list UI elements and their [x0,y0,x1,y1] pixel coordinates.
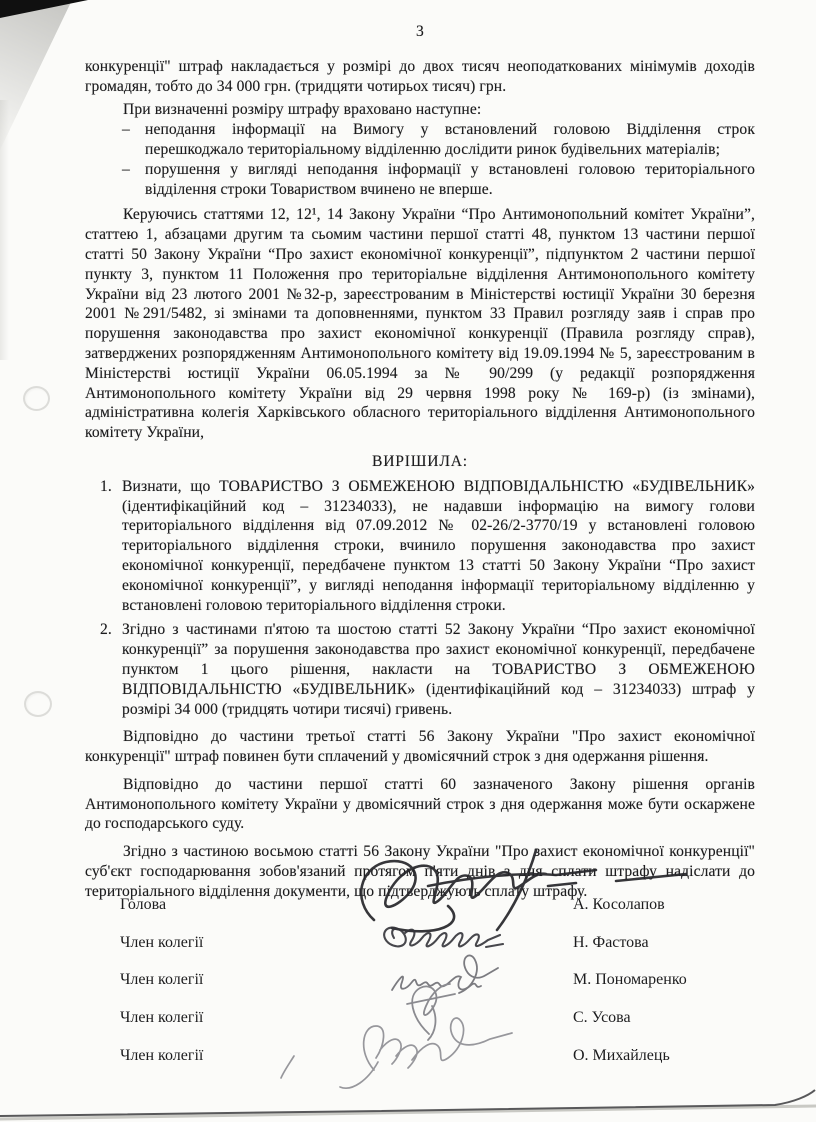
page-bottom-edge [0,1090,816,1119]
signature-row [85,924,755,962]
signature-row [85,886,755,924]
decision-item-2 [100,620,755,719]
scan-edge-shadow [0,0,72,150]
signature-name: А. Косолапов [573,895,665,913]
page-number: 3 [416,23,424,40]
paragraph-proof-of-payment: Згідно з частиною восьмою статті 56 Закону України "Про захист економічної конкуренції" суб'єкт господарювання зобов'язаний протягом п'яти днів з дня сплати штрафу надіслати до територіального відділення документи, що підтверджують сплату штрафу. [85,843,755,900]
paragraph-appeal-right: Відповідно до частини першої статті 60 зазначеного Закону рішення органів Антимонопольного комітету України у двомісячний строк з дня одержання може бути оскаржене до господарського суду. [85,775,755,833]
signature-name: М. Пономаренко [573,971,687,989]
punch-hole-bottom [24,691,52,717]
consideration-text: порушення у вигляді неподання інформації у встановлені головою територіального відділення строки Товариством вчинено не вперше. [145,160,755,198]
decision-heading: ВИРІШИЛА: [372,452,468,470]
signature-row [85,999,755,1037]
decision-item-text: Визнати, що ТОВАРИСТВО З ОБМЕЖЕНОЮ ВІДПОВІДАЛЬНІСТЮ «БУДІВЕЛЬНИК» (ідентифікаційний код – 31234033), не надавши інформацію на вимогу голови територіального відділення від 07.09.2012 № 02-26/2-3770/19 у встановлені головою територіального відділення строки, вчинило порушення законодавства про захист економічної конкуренції, передбачене пунктом 13 статті 50 Закону України “Про захист економічної конкуренції”, у вигляді неподання інформації територіальному відділенню у встановлені головою територіального відділення строки. [122,477,755,614]
signature-title: Член колегії [120,933,204,951]
decision-item-1 [100,477,755,616]
signature-name: Н. Фастова [573,933,649,951]
paragraph-fine-amount: конкуренції" штраф накладається у розмірі до двох тисяч неоподаткованих мінімумів доходів громадян, тобто до 34 000 грн. (тридцяти чотирьох тисяч) грн. [85,57,755,95]
decision-item-number: 1. [100,477,112,495]
paragraph-criteria-intro: При визначенні розміру штрафу враховано наступне: [123,101,482,119]
consideration-item [122,120,755,160]
decision-item-text: Згідно з частинами п'ятою та шостою статті 52 Закону України “Про захист економічної конкуренції” за порушення законодавства про захист економічної конкуренції, передбачене пунктом 1 цього рішення, накласти на ТОВАРИСТВО З ОБМЕЖЕНОЮ ВІДПОВІДАЛЬНІСТЮ «БУДІВЕЛЬНИК» (ідентифікаційний код – 31234033) штраф у розмірі 34 000 (тридцять чотири тисячі) гривень. [122,621,755,718]
signature-title: Голова [120,895,167,913]
dash-marker: – [122,121,130,139]
document-body [85,22,755,902]
paragraph-legal-basis: Керуючись статтями 12, 12¹, 14 Закону України “Про Антимонопольний комітет України”, статтею 1, абзацами другим та сьомим частини першої статті 48, пунктом 13 частини першої статті 50 Закону України “Про захист економічної конкуренції”, підпунктом 2 частини першої пункту 3, пунктом 11 Положення про територіальне відділення Антимонопольного комітету України від 23 лютого 2001 №32-р, зареєстрованим в Міністерстві юстиції України 30 березня 2001 №291/5482, зі змінами та доповненнями, пунктом 33 Правил розгляду заяв і справ про порушення законодавства про захист економічної конкуренції (Правила розгляду справ), затверджених розпорядженням Антимонопольного комітету від 19.09.1994 № 5, зареєстрованим в Міністерстві юстиції України 06.05.1994 за № 90/299 (у редакції розпорядження Антимонопольного комітету України від 29 червня 1998 року № 169-р) (із змінами), адміністративна колегія Харківського обласного територіального відділення Антимонопольного комітету України, [85,206,755,442]
decision-item-number: 2. [100,621,112,639]
signature-title: Член колегії [120,1046,204,1064]
signature-title: Член колегії [120,1008,204,1026]
signature-row [85,1037,755,1075]
signature-title: Член колегії [120,971,204,989]
signature-name: О. Михайлець [573,1046,670,1064]
scan-left-edge-shade [0,100,9,360]
dash-marker: – [122,160,130,178]
paragraph-payment-term: Відповідно до частини третьої статті 56 Закону України "Про захист економічної конкуренції" штраф повинен бути сплачений у двомісячний строк з дня одержання рішення. [85,728,755,766]
signature-row [85,961,755,999]
signature-name: С. Усова [573,1008,631,1026]
consideration-item [122,160,755,200]
signature-block [85,886,755,1074]
consideration-list [122,120,755,199]
consideration-text: неподання інформації на Вимогу у встановлений головою Відділення строк перешкоджало територіальному відділенню дослідити ринок будівельних матеріалів; [145,121,755,158]
punch-hole-top [23,386,50,411]
